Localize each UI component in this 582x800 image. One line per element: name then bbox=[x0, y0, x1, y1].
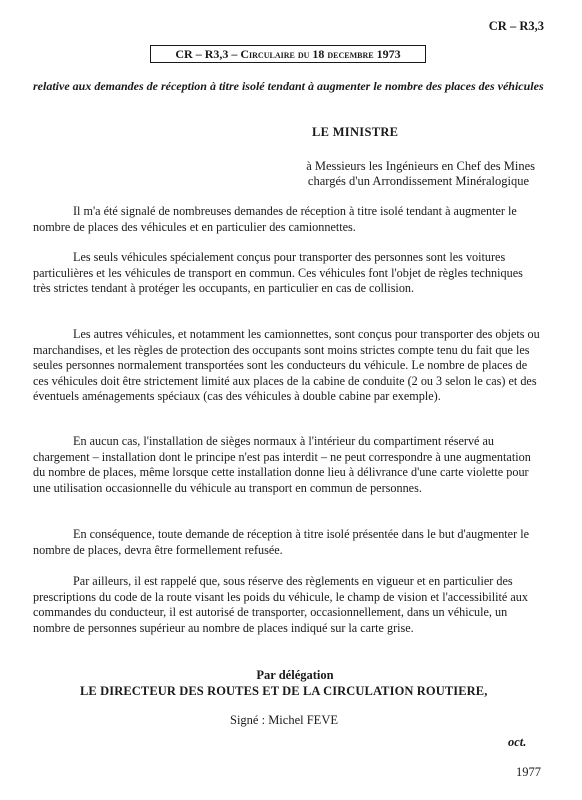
paragraph-1-text: Il m'a été signalé de nombreuses demandes de réception à titre isolé tendant à augmenter le nombre de places des véhicules et en particulier des camionnettes. bbox=[33, 204, 517, 234]
addressee-block bbox=[240, 159, 540, 189]
paragraph-4 bbox=[33, 434, 542, 496]
paragraph-1 bbox=[33, 204, 542, 235]
addressee-line-1: à Messieurs les Ingénieurs en Chef des Mines bbox=[306, 159, 535, 173]
paragraph-3-text: Les autres véhicules, et notamment les camionnettes, sont conçus pour transporter des objets ou marchandises, et les règles de protection des occupants sont moins strictes compte tenu du fait que les seules personnes normalement transportées sont les conducteurs du véhicule. Le nombre de places de ces véhicules doit être strictement limité aux places de la cabine de conduite (2 ou 3 selon le cas) et des éventuels aménagements spéciaux (cas des véhicules à double cabine par exemple). bbox=[33, 327, 540, 403]
circular-date-title: Circulaire du 18 decembre 1973 bbox=[240, 47, 401, 61]
paragraph-6-text: Par ailleurs, il est rappelé que, sous réserve des règlements en vigueur et en particulier des prescriptions du code de la route visant les poids du véhicule, le champ de vision et l'accessibilité aux commandes du conducteur, il est autorisé de transporter, occasionnellement, dans un véhicule, un nombre de personnes supérieur au nombre de places indiqué sur la carte grise. bbox=[33, 574, 528, 635]
paragraph-2-text: Les seuls véhicules spécialement conçus pour transporter des personnes sont les voitures particulières et les véhicules de transport en commun. Ces véhicules font l'objet de règles techniques très strictes tendant à protéger les occupants, en particulier en cas de collision. bbox=[33, 250, 523, 295]
paragraph-4-text: En aucun cas, l'installation de sièges normaux à l'intérieur du compartiment réservé au chargement – installation dont le principe n'est pas interdit – ne peut correspondre à une augmentation du nombre de places, même lorsque cette installation donne lieu à délivrance d'une carte violette pour une utilisation occasionnelle du véhicule au transport en commun de personnes. bbox=[33, 434, 531, 495]
addressee-line-2: chargés d'un Arrondissement Minéralogique bbox=[307, 174, 529, 188]
paragraph-2 bbox=[33, 250, 542, 297]
footer-year: 1977 bbox=[516, 765, 541, 779]
circular-title-box bbox=[150, 45, 426, 63]
paragraph-6 bbox=[33, 574, 542, 636]
author-heading: LE MINISTRE bbox=[312, 125, 399, 139]
paragraph-5-text: En conséquence, toute demande de réception à titre isolé présentée dans le but d'augmenter le nombre de places, devra être formellement refusée. bbox=[33, 527, 529, 557]
signature-delegation: Par délégation bbox=[256, 668, 334, 682]
signature-director: LE DIRECTEUR DES ROUTES ET DE LA CIRCULATION ROUTIERE, bbox=[80, 684, 488, 698]
footer-month: oct. bbox=[508, 735, 527, 749]
paragraph-5 bbox=[33, 527, 542, 558]
paragraph-3 bbox=[33, 327, 542, 405]
circular-subject: relative aux demandes de réception à titre isolé tendant à augmenter le nombre des places des véhicules bbox=[33, 79, 544, 93]
document-reference: CR – R3,3 bbox=[488, 19, 544, 33]
circular-code: CR – R3,3 – bbox=[175, 47, 241, 61]
signature-signed: Signé : Michel FEVE bbox=[230, 713, 338, 727]
